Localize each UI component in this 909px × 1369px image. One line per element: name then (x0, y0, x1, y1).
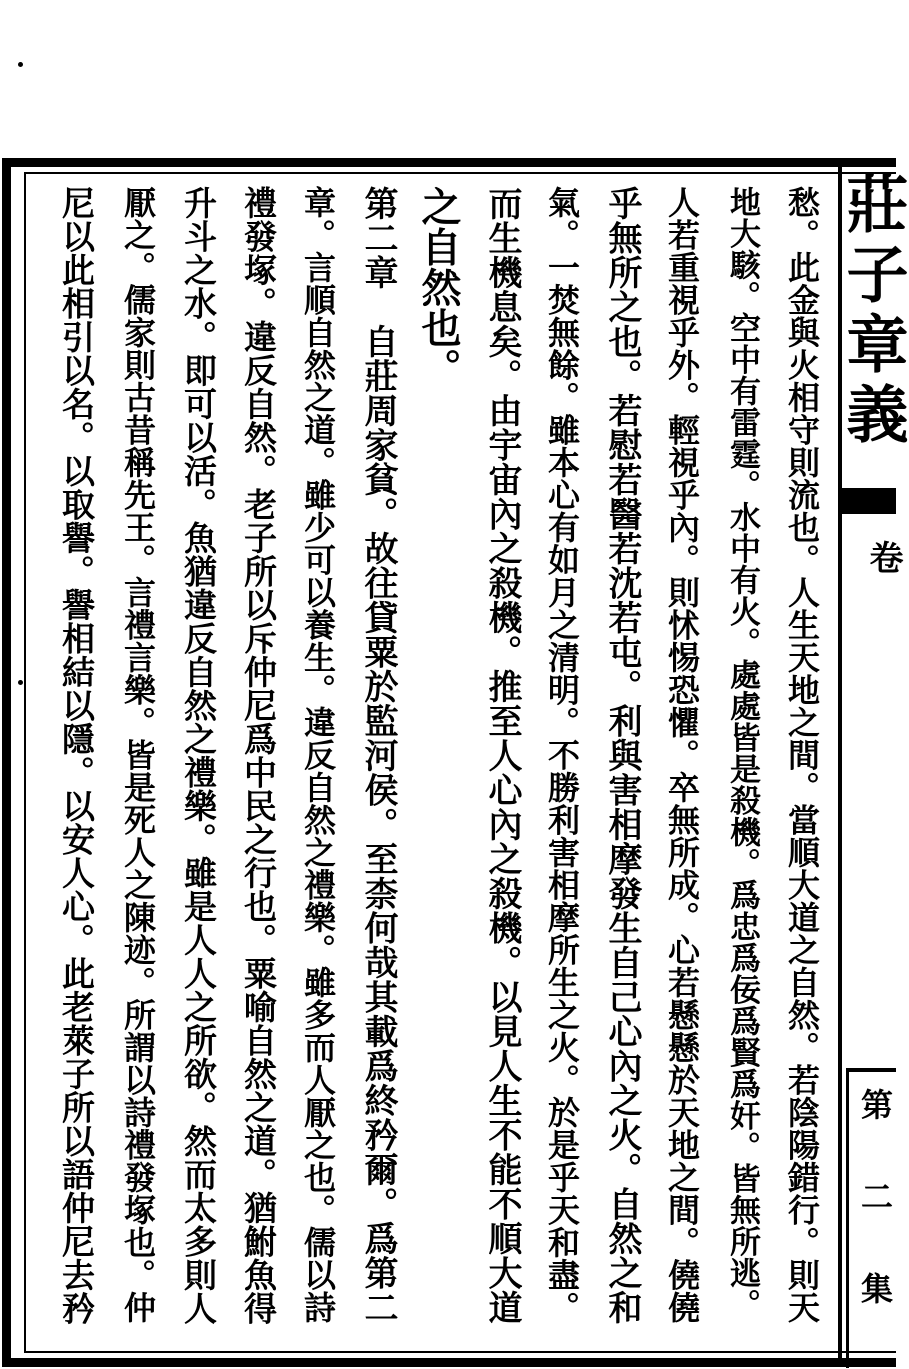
text-column-12: 厭之。儒家則古昔稱先王。言禮言樂。皆是死人之陳迹。所謂以詩禮發塚也。仲 (119, 186, 157, 1324)
text-column-1: 愁。此金與火相守則流也。人生天地之間。當順大道之自然。若陰陽錯行。則天 (783, 186, 821, 1324)
text-column-9: 章。言順自然之道。雖少可以養生。違反自然之禮樂。雖多而人厭之也。儒以詩 (299, 186, 337, 1324)
page-number: 第二集 (856, 1088, 894, 1364)
text-column-8: 第二章 自莊周家貧。故往貸粟於監河侯。至柰何哉其載爲終矜爾。爲第二 (358, 186, 398, 1325)
speck (18, 680, 23, 685)
text-column-4: 乎無所之也。若慰若醫若沈若屯。利與害相摩發生自己心內之火。自然之和 (602, 186, 642, 1325)
text-column-5: 氣。一焚無餘。雖本心有如月之清明。不勝利害相摩所生之火。於是乎天和盡。 (543, 186, 581, 1324)
title-bar (840, 488, 896, 514)
book-title: 莊子章義 (836, 172, 909, 452)
text-column-3: 人若重視乎外。輕視乎內。則怵惕恐懼。卒無所成。心若懸懸於天地之間。僥僥 (663, 186, 701, 1324)
text-column-11: 升斗之水。即可以活。魚猶違反自然之禮樂。雖是人人之所欲。然而太多則人 (179, 186, 218, 1325)
text-column-2: 地大駭。空中有雷霆。水中有火。處處皆是殺機。爲忠爲佞爲賢爲奸。皆無所逃。 (724, 186, 760, 1320)
text-column-6: 而生機息矣。由宇宙內之殺機。推至人心內之殺機。以見人生不能不順大道 (482, 186, 522, 1325)
text-column-7: 之自然也。 (415, 186, 462, 389)
speck (18, 62, 23, 67)
text-column-10: 禮發塚。違反自然。老子所以斥仲尼爲中民之行也。粟喻自然之道。猶鮒魚得 (239, 186, 278, 1325)
volume-label: 卷 (863, 540, 903, 574)
text-column-13: 尼以此相引以名。以取譽。譽相結以隱。以安人心。此老萊子所以語仲尼去矜 (57, 186, 96, 1325)
